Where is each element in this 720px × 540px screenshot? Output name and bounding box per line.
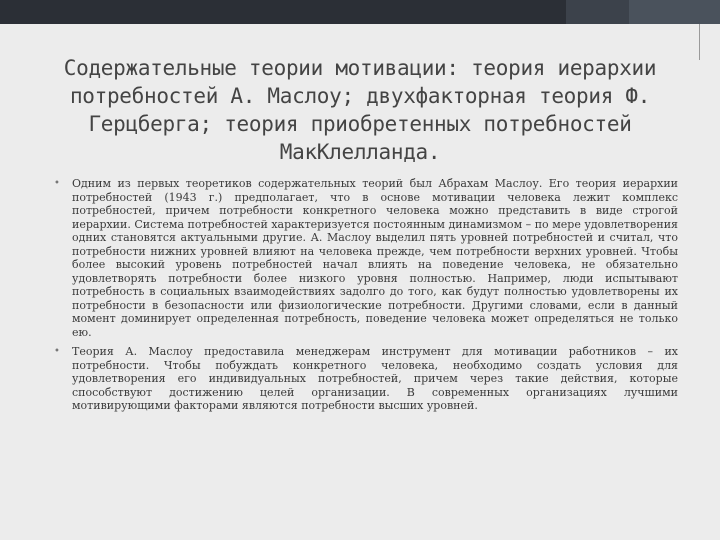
bullet-paragraph-2 bbox=[48, 345, 678, 413]
slide-title: Содержательные теории мотивации: теория иерархии потребностей А. Маслоу; двухфакторная теория Ф. Герцберга; теория приобретенных потребностей МакКлелланда. bbox=[63, 56, 657, 164]
top-accent-block bbox=[566, 0, 629, 24]
paragraph-text: Теория А. Маслоу предоставила менеджерам инструмент для мотивации работников – их потребности. Чтобы побуждать конкретного человека, необходимо создать условия для удовлетворения его индивидуальных потребностей, причем через такие действия, которые способствуют достижению целей организации. В современных организациях лучшими мотивирующими факторами являются потребности высших уровней. bbox=[72, 345, 678, 412]
bullet-icon: • bbox=[54, 178, 60, 189]
decorative-vertical-line bbox=[699, 24, 700, 60]
paragraph-text: Одним из первых теоретиков содержательных теорий был Абрахам Маслоу. Его теория иерархии потребностей (1943 г.) предполагает, что в основе мотивации человека лежит комплекс потребностей, причем потребности конкретного человека можно представить в виде строгой иерархии. Система потребностей характеризуется постоянным динамизмом – по мере удовлетворения одних становятся актуальными другие. А. Маслоу выделил пять уровней потребностей и считал, что потребности нижних уровней влияют на человека прежде, чем потребности верхних уровней. Чтобы более высокий уровень потребностей начал влиять на поведение человека, не обязательно удовлетворять потребности более низкого уровня полностью. Например, люди испытывают потребность в социальных взаимодействиях задолго до того, как будут полностью удовлетворены их потребности в безопасности или физиологические потребности. Другими словами, если в данный момент доминирует определенная потребность, поведение человека может определяться не только ею. bbox=[72, 177, 678, 339]
slide-body bbox=[48, 177, 678, 419]
bullet-icon: • bbox=[54, 346, 60, 357]
bullet-paragraph-1 bbox=[48, 177, 678, 339]
top-accent-block-right bbox=[629, 0, 720, 24]
